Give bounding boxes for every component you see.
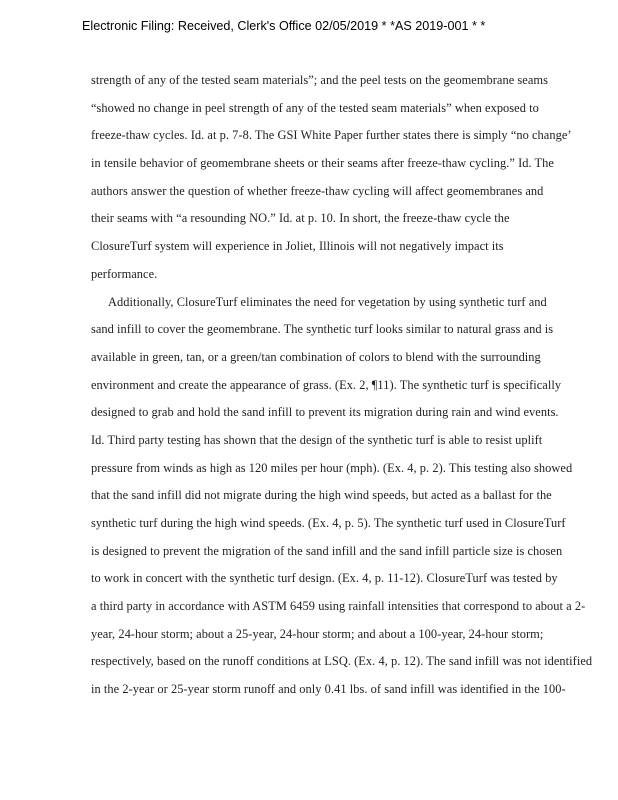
text-line: “showed no change in peel strength of any of the tested seam materials” when exposed to <box>91 100 539 115</box>
text-line: performance. <box>91 266 158 281</box>
text-line: Id. Third party testing has shown that the design of the synthetic turf is able to resist uplift <box>91 432 543 447</box>
text-line: ClosureTurf system will experience in Joliet, Illinois will not negatively impact its <box>91 239 504 254</box>
text-line: in tensile behavior of geomembrane sheets or their seams after freeze-thaw cycling.” Id. The <box>91 156 554 171</box>
text-line: pressure from winds as high as 120 miles per hour (mph). (Ex. 4, p. 2). This testing also showed <box>91 460 573 475</box>
text-line: their seams with “a resounding NO.” Id. at p. 10. In short, the freeze-thaw cycle the <box>91 211 510 226</box>
text-line: a third party in accordance with ASTM 6459 using rainfall intensities that correspond to about a 2- <box>91 599 586 614</box>
text-line: is designed to prevent the migration of the sand infill and the sand infill particle size is chosen <box>91 543 563 558</box>
text-line: year, 24-hour storm; about a 25-year, 24-hour storm; and about a 100-year, 24-hour storm; <box>91 626 544 641</box>
text-line: environment and create the appearance of grass. (Ex. 2, ¶11). The synthetic turf is specifically <box>91 377 562 392</box>
text-line: synthetic turf during the high wind speeds. (Ex. 4, p. 5). The synthetic turf used in ClosureTurf <box>91 516 566 530</box>
text-line: to work in concert with the synthetic turf design. (Ex. 4, p. 11-12). ClosureTurf was tested by <box>91 571 558 586</box>
text-line: respectively, based on the runoff conditions at LSQ. (Ex. 4, p. 12). The sand infill was not identified <box>91 654 593 669</box>
text-line: Additionally, ClosureTurf eliminates the need for vegetation by using synthetic turf and <box>108 294 547 309</box>
text-line: strength of any of the tested seam materials”; and the peel tests on the geomembrane seams <box>91 73 548 87</box>
document-body <box>91 70 611 707</box>
text-line: that the sand infill did not migrate during the high wind speeds, but acted as a ballast for the <box>91 488 552 503</box>
text-line: in the 2-year or 25-year storm runoff and only 0.41 lbs. of sand infill was identified in the 100- <box>91 682 566 697</box>
text-line: sand infill to cover the geomembrane. The synthetic turf looks similar to natural grass and is <box>91 322 554 337</box>
text-line: available in green, tan, or a green/tan combination of colors to blend with the surrounding <box>91 349 541 364</box>
filing-stamp-header: Electronic Filing: Received, Clerk's Office 02/05/2019 * *AS 2019-001 * * <box>82 19 486 33</box>
text-line: designed to grab and hold the sand infill to prevent its migration during rain and wind events. <box>91 405 559 420</box>
text-line: freeze-thaw cycles. Id. at p. 7-8. The GSI White Paper further states there is simply “no change’ <box>91 128 572 143</box>
text-line: authors answer the question of whether freeze-thaw cycling will affect geomembranes and <box>91 183 544 198</box>
